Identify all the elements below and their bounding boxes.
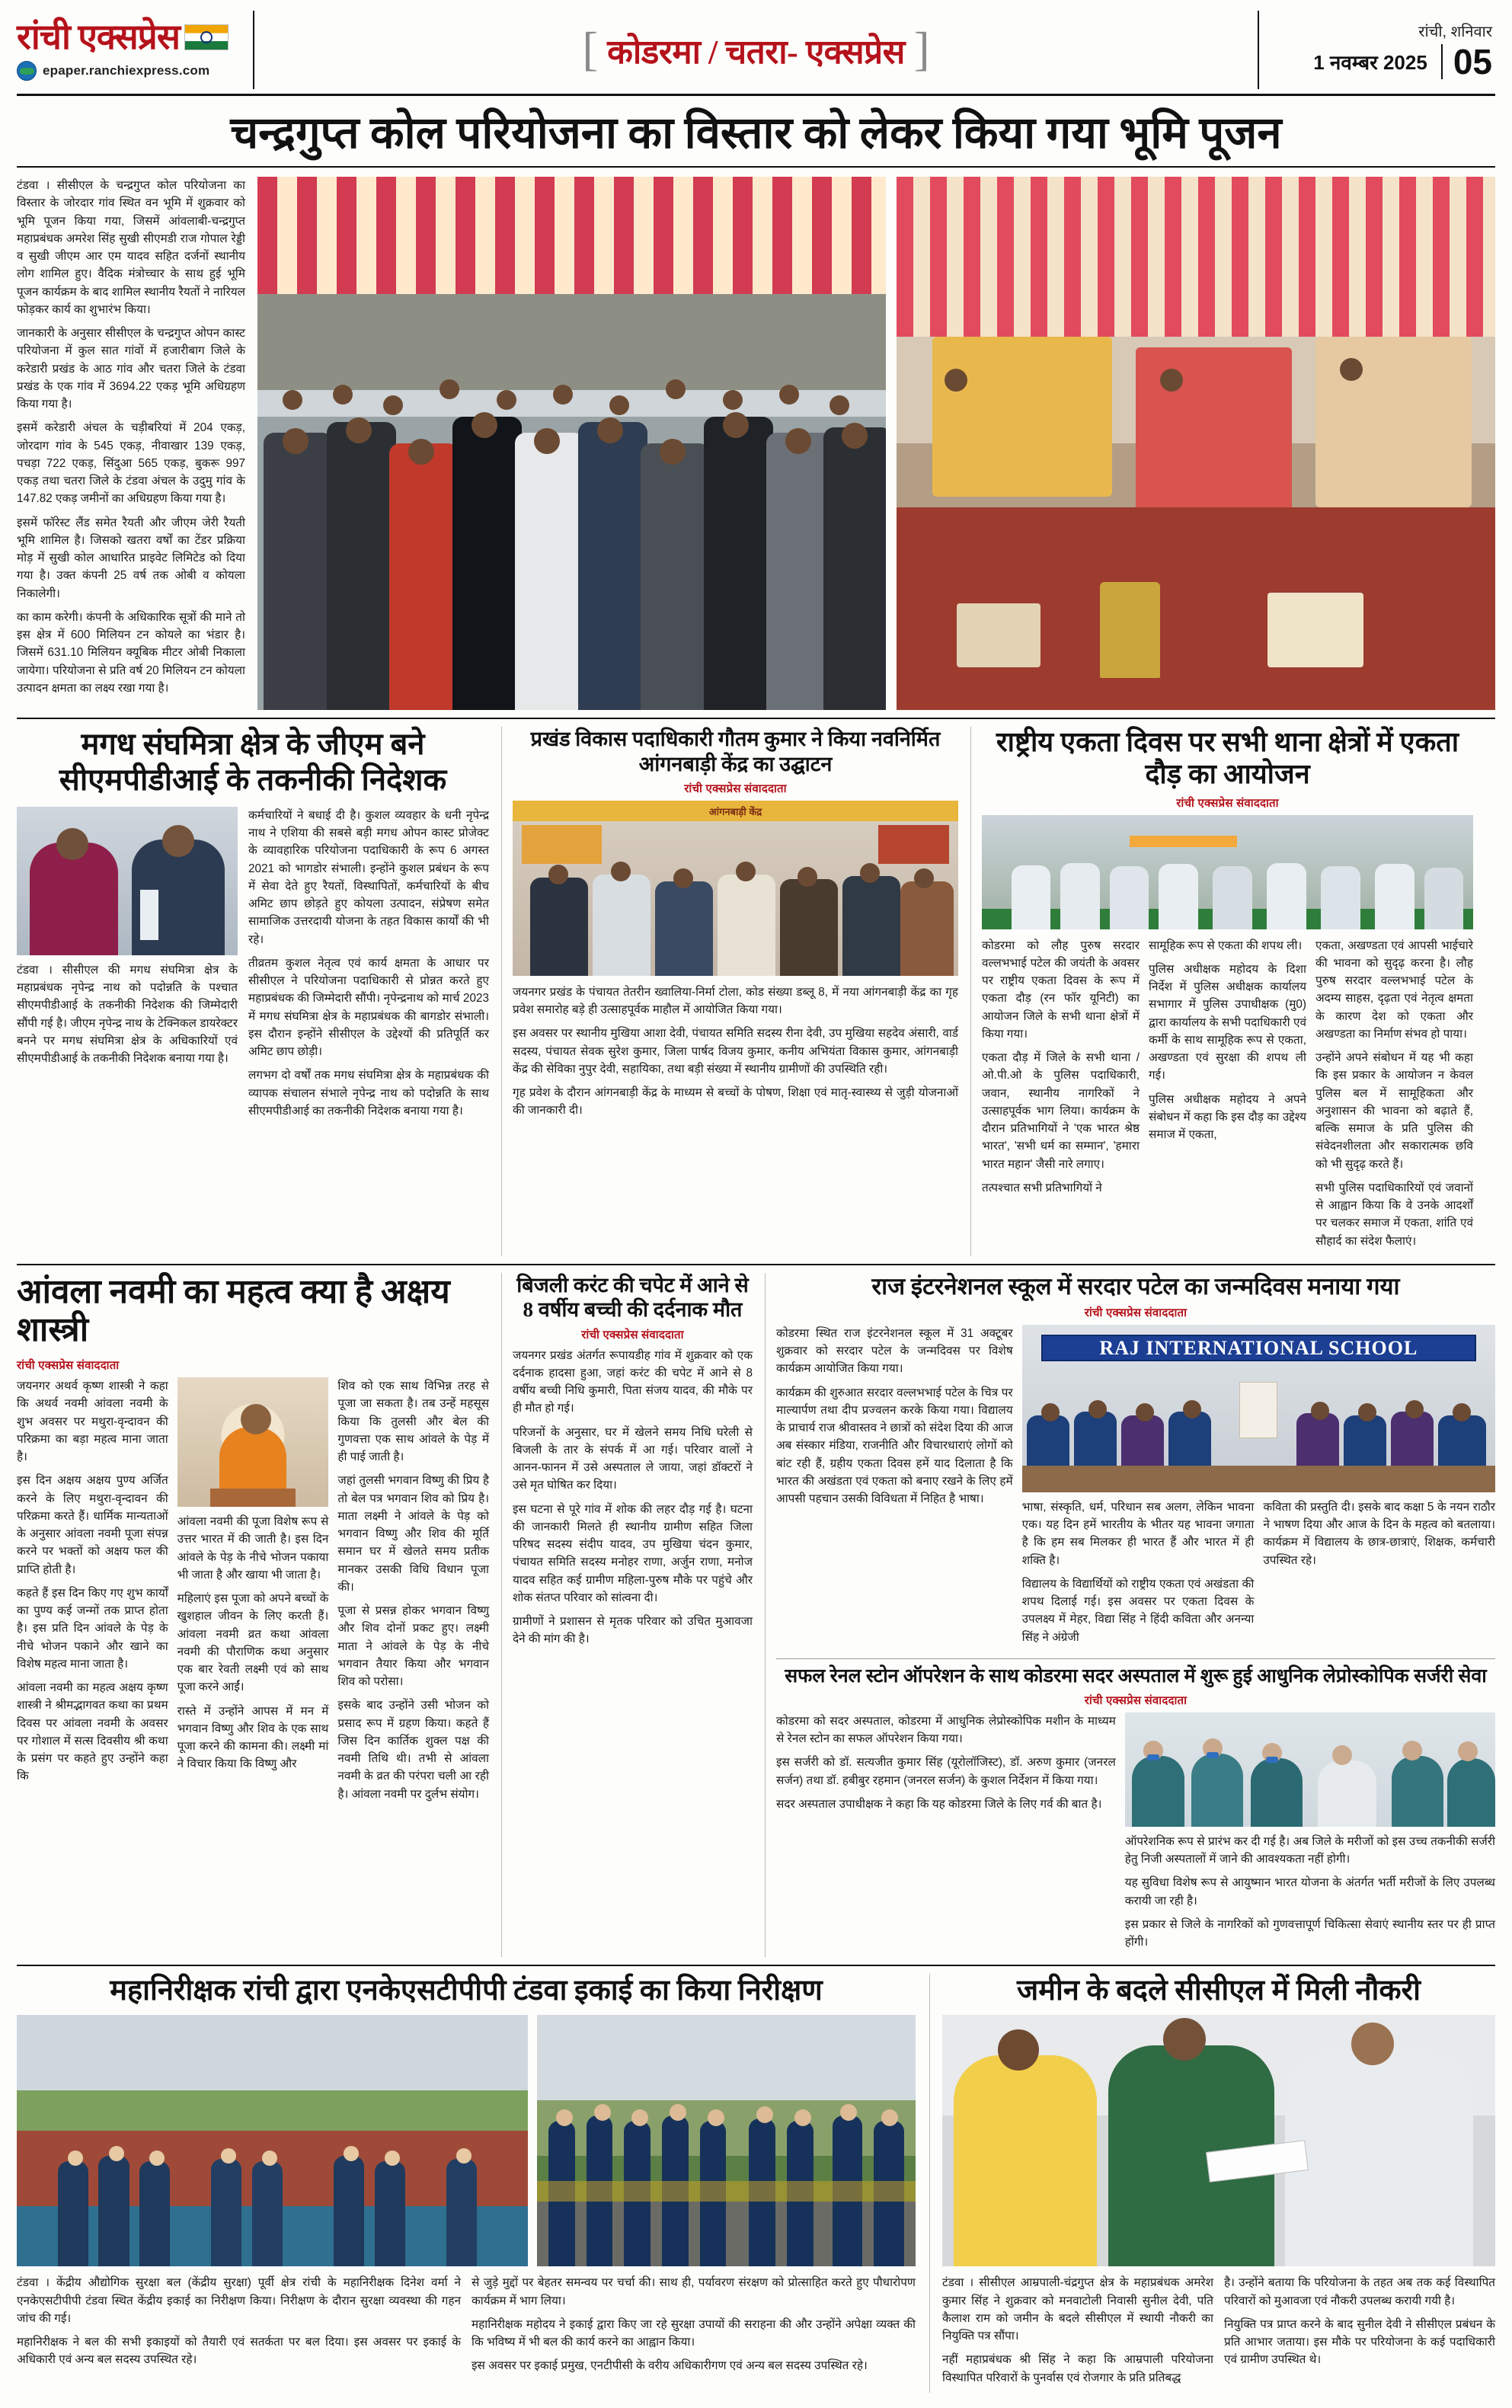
amla-c1-p4: आंवला नवमी का महत्व अक्षय कृष्ण शास्त्री ने श्रीमद्भागवत कथा का प्रथम दिवस पर आंवला नवमी के अवसर पर गोशाल में सत्स दिवसीय श्री कथा के प्रसंग पर कहते हुए उन्होंने कहा कि (17, 1681, 168, 1783)
raj-c2-p2: विद्यालय के विद्यार्थियों को राष्ट्रीय एकता एवं अखंडता की शपथ दिलाई गई। इस अवसर पर एकता दिवस के उपलक्ष्य में मेहर, विद्या सिंह ने हिंदी कविता और अनन्या सिंह ने अंग्रेजी (1021, 1577, 1255, 1644)
story-cisf-inspection (17, 1974, 916, 2393)
amla-byline: रांची एक्सप्रेस संवाददाता (17, 1359, 120, 1373)
ekta-c3-p3: सभी पुलिस पदाधिकारियों एवं जवानों से आह्वान किया कि वे उनके आदर्शों पर चलकर समाज में एकता, शांति एवं सौहार्द का संदेश फैलाएं। (1315, 1181, 1473, 1248)
story-bijli-current (501, 1273, 753, 1957)
epaper-url[interactable]: epaper.ranchiexpress.com (43, 62, 210, 78)
inspection-c2-p3: इस अवसर पर इकाई प्रमुख, एनटीपीसी के वरीय अधिकारीगण एवं अन्य बल सदस्य उपस्थित रहे। (472, 2359, 868, 2373)
story-anganbadi (501, 727, 958, 1256)
ekta-c2-p3: पुलिस अधीक्षक महोदय ने अपने संबोधन में कहा कि इस दौड़ का उद्देश्य समाज में एकता, (1149, 1092, 1306, 1142)
amla-c3-p4: इसके बाद उन्होंने उसी भोजन को प्रसाद रूप में ग्रहण किया। कहते हैं जिस दिन कार्तिक शुक्ल पक्ष की नवमी तिथि थी। तभी से आंवला नवमी के व्रत की परंपरा चली आ रही है। आंवला नवमी पर दुर्लभ संयोग। (337, 1699, 490, 1801)
amla-c2-p3: रास्ते में उन्होंने आपस में मन में भगवान विष्णु और शिव के एक साथ पूजा करने की कामना की। लक्ष्मी मां ने विचार किया कि विष्णु और (177, 1704, 329, 1771)
story-amla-navami (17, 1273, 489, 1957)
bracket-left-icon: [ (582, 24, 599, 75)
photo-operation-theatre (1125, 1712, 1495, 1827)
amla-c1-p3: कहते हैं इस दिन किए गए शुभ कार्यों का पुण्य कई जन्मों तक प्राप्त होता है। इस प्रति दिन आंवले के पेड़ के नीचे भोजन पकाने और खाने का विशेष महत्व माना जाता है। (17, 1586, 168, 1671)
amla-c3-p3: पूजा से प्रसन्न होकर भगवान विष्णु और शिव दोनों प्रकट हुए। लक्ष्मी माता ने आंवले के पेड़ के नीचे भगवान तैयार किया और भगवान शिव को परोसा। (337, 1604, 490, 1689)
job-c1-p2: नहीं महाप्रबंधक श्री सिंह ने कहा कि आम्रपाली परियोजना विस्थापित परिवारों के पुनर्वास एवं रोजगार के प्रति प्रतिबद्ध (942, 2353, 1213, 2384)
bijli-p1: जयनगर प्रखंड अंतर्गत रूपायडीह गांव में शुक्रवार को एक दर्दनाक हादसा हुआ, जहां करंट की चपेट में आने से 8 वर्षीय बच्ची निधि कुमारी, पिता संजय यादव, की मौके पर ही मौत हो गई। (513, 1348, 753, 1415)
photo-cisf-guard-of-honour (537, 2015, 916, 2266)
bijli-p3: इस घटना से पूरे गांव में शोक की लहर दौड़ गई है। घटना की जानकारी मिलते ही स्थानीय ग्रामीण सहित जिला परिषद सदस्य संदीप यादव, उप मुखिया चंदन कुमार, पंचायत समिति सदस्य मनोहर राणा, अर्जुन राणा, मनोज यादव सहित कई ग्रामीण महिला-पुरुष मौके पर पहुंचे और शोक संतप्त परिवार को सांत्वना दी। (513, 1502, 753, 1604)
edition-banner (253, 11, 1259, 89)
ekta-c2-p1: सामूहिक रूप से एकता की शपथ ली। (1149, 939, 1303, 952)
kalash-icon (1100, 582, 1160, 678)
masthead (17, 11, 1495, 96)
lead-para-1: टंडवा । सीसीएल के चन्द्रगुप्त कोल परियोजना का विस्तार के जोरदार गांव स्थित वन भूमि में शुक्रवार को भूमि पूजन किया गया, जिसमें आंवलाबी-चन्द्रगुप्त महाप्रबंधक अमरेश सिंह सुखी सीएमडी राज गोपाल रेड्डी व सुखी जीएम आर एम यादव सहित दर्जनों स्थानीय लोग शामिल हुए। वैदिक मंत्रोच्चार के साथ हुई भूमि पूजन कार्यक्रम के बाद शामिल स्थानीय रैयतों ने नारियल फोड़कर कार्य का शुभारंभ किया। (17, 179, 245, 316)
newspaper-logo[interactable] (17, 11, 245, 89)
amla-c3-p1: शिव को एक साथ विभिन्न तरह से पूजा जा सकता है। तब उन्हें महसूस किया कि तुलसी और बेल की गुणवत्ता एक साथ आंवले के पेड़ में ही पाई जाती है। (337, 1380, 490, 1464)
photo-appointment-letter-handover (942, 2015, 1495, 2266)
story-magadh-gm (17, 727, 489, 1256)
publish-date: 1 नवम्बर 2025 (1313, 51, 1427, 74)
magadh-caption: टंडवा । सीसीएल की मगध संघमित्रा क्षेत्र के महाप्रबंधक नृपेन्द्र नाथ को पदोन्नति के पश्चात सीएमपीडीआई के तकनीकी निदेशक की जिम्मेदारी सौंपी गई है। जीएम नृपेन्द्र नाथ के टेक्निकल डायरेक्टर बनने पर मगध संघमित्रा क्षेत्र के अधिकारियों एवं सीएमपीडीआई के तकनीकी निदेशक बनाया गया है। (17, 963, 238, 1066)
anganbadi-para-3: गृह प्रवेश के दौरान आंगनबाड़ी केंद्र के माध्यम से बच्चों के पोषण, शिक्षा एवं मातृ-स्वास्थ्य से जुड़ी योजनाओं की जानकारी दी। (513, 1086, 958, 1118)
laparo-c1-p2: इस सर्जरी को डॉ. सत्यजीत कुमार सिंह (यूरोलॉजिस्ट), डॉ. अरुण कुमार (जनरल सर्जन) तथा डॉ. हबीबुर रहमान (जनरल सर्जन) के कुशल निर्देशन में किया गया। (776, 1756, 1116, 1787)
lead-article (17, 177, 1495, 710)
second-band (17, 1273, 1495, 1957)
lead-headline: चन्द्रगुप्त कोल परियोजना का विस्तार को लेकर किया गया भूमि पूजन (17, 108, 1495, 168)
page-number: 05 (1441, 44, 1492, 79)
laparo-c2-p2: यह सुविधा विशेष रूप से आयुष्मान भारत योजना के अंतर्गत भर्ती मरीजों के लिए उपलब्ध करायी जा रही है। (1124, 1876, 1495, 1908)
story-ekta-daud (970, 727, 1473, 1256)
amla-c3-p2: जहां तुलसी भगवान विष्णु की प्रिय है तो बेल पत्र भगवान शिव को प्रिय है। माता लक्ष्मी ने आंवले के पेड़ को भगवान विष्णु और शिव की मूर्ति समान घर में खेलते समय प्रतीक मानकर उसकी विधि विधान पूजा की। (337, 1474, 490, 1594)
bijli-byline: रांची एक्सप्रेस संवाददाता (581, 1328, 684, 1342)
ekta-c1-p3: तत्पश्चात सभी प्रतिभागियों ने (982, 1181, 1102, 1194)
raj-c2-p1: भाषा, संस्कृति, धर्म, परिधान सब अलग, लेकिन भावना एक। यह दिन हमें भारतीय के भीतर यह भावना जगाता है कि हम सब मिलकर ही भारत हैं और भारत में ही शक्ति है। (1021, 1500, 1255, 1567)
lead-para-3: इसमें करेडारी अंचल के चड़ीबरियां में 204 एकड़, जोरदाग गांव के 545 एकड़, नीवाखार 139 एकड़, पचड़ा 722 एकड़, सिंदुआ 565 एकड़, बुकरू 997 एकड़ तथा चतरा जिले के टंडवा अंचल के उदुमु गांव के 147.82 एकड़ जमीनों का अधिग्रहण किया गया है। (17, 421, 245, 506)
portrait-frame (1239, 1382, 1277, 1439)
amla-c1-p1: जयनगर अथर्व कृष्ण शास्त्री ने कहा कि अथर्व नवमी आंवला नवमी के शुभ अवसर पर मथुरा-वृन्दावन की परिक्रमा का बड़ा महत्व माना जाता है। (17, 1380, 168, 1464)
story-raj-and-laparo (765, 1273, 1495, 1957)
inspection-c2-p1: से जुड़े मुद्दों पर बेहतर समन्वय पर चर्चा की। साथ ही, पर्यावरण संरक्षण को प्रोत्साहित करते हुए पौधारोपण कार्यक्रम में भाग लिया। (472, 2276, 916, 2307)
raj-c1-p2: कार्यक्रम की शुरुआत सरदार वल्लभभाई पटेल के चित्र पर माल्यार्पण तथा दीप प्रज्वलन करके किया गया। विद्यालय के प्राचार्य राज श्रीवास्तव ने छात्रों को संदेश दिया की आज अब संस्कार मंडिया, राजनीति और विचारधाराएं लोगों को बांट रही हैं, ग्रहीय एकता दिवस हमें याद दिलाता है कि भारत की अखंडता एवं एकता को बनाए रखने के लिए हमें आपसी पहचान उसकी विविधता में निहित है भाषा। (776, 1386, 1013, 1506)
school-banner: RAJ INTERNATIONAL SCHOOL (1041, 1335, 1477, 1361)
anganbadi-byline: रांची एक्सप्रेस संवाददाता (684, 782, 787, 795)
bijli-headline: बिजली करंट की चपेट में आने से 8 वर्षीय बच्ची की दर्दनाक मौत (516, 1273, 749, 1322)
ekta-headline: राष्ट्रीय एकता दिवस पर सभी थाना क्षेत्रों में एकता दौड़ का आयोजन (996, 727, 1459, 789)
photo-anganbadi-inauguration (513, 801, 958, 976)
lead-photo-group (257, 177, 1495, 710)
anganbadi-para-1: जयनगर प्रखंड के पंचायत तेतरीन ख्वालिया-निर्मा टोला, कोड संख्या डब्लू 8, में नया आंगनबाड़ी केंद्र का गृह प्रवेश समारोह बड़े ही उत्साहपूर्वक माहौल में आयोजित किया गया। (513, 985, 958, 1017)
lead-text-column (17, 177, 245, 710)
tent-stripes (897, 177, 1495, 337)
inspection-c1-p2: महानिरीक्षक ने बल की सभी इकाइयों को तैयारी एवं सतर्कता पर बल दिया। इस अवसर पर इकाई के अधिकारी एवं अन्य बल सदस्य उपस्थित रहे। (17, 2336, 461, 2367)
laparo-c1-p3: सदर अस्पताल उपाधीक्षक ने कहा कि यह कोडरमा जिले के लिए गर्व की बात है। (776, 1797, 1102, 1811)
anganbadi-signboard: आंगनबाड़ी केंद्र (513, 801, 958, 822)
raj-c1-p1: कोडरमा स्थित राज इंटरनेशनल स्कूल में 31 अक्टूबर शुक्रवार को सरदार पटेल के जन्मदिवस पर विशेष कार्यक्रम आयोजित किया गया। (776, 1326, 1013, 1376)
lead-para-4: इसमें फॉरेस्ट लैंड समेत रैयती और जीएम जेरी रैयती भूमि शामिल है। जिसको खतरा वर्षों का टेंडर प्रक्रिया मोड़ में सुखी कोल आधारित प्राइवेट लिमिटेड को दिया गया है। उक्त कंपनी 25 वर्ष तक ओबी व कोयला निकालेगी। (17, 516, 245, 600)
ekta-c3-p1: एकता, अखण्डता एवं आपसी भाईचारे की भावना को सुदृढ़ करना है। लौह पुरुष सरदार वल्लभभाई पटेल के अदम्य साहस, दृढ़ता एवं नेतृत्व क्षमता के कारण देश को एकता और अखण्डता का निर्माण संभव हो पाया। (1315, 939, 1473, 1041)
globe-icon (17, 61, 37, 81)
photo-cisf-parade (17, 2015, 528, 2266)
amla-c2-p2: महिलाएं इस पूजा को अपने बच्चों के खुशहाल जीवन के लिए करती हैं। आंवला नवमी व्रत कथा आंवला नवमी की पौराणिक कथा अनुसार एक बार रेवती लक्ष्मी एवं को साथ पूजा करने आईं। (177, 1592, 329, 1694)
laparo-c2-p3: इस प्रकार से जिले के नागरिकों को गुणवत्तापूर्ण चिकित्सा सेवाएं स्थानीय स्तर पर ही प्राप्त होंगी। (1124, 1917, 1495, 1949)
flag-icon (184, 24, 229, 50)
job-c1-p1: टंडवा । सीसीएल आम्रपाली-चंद्रगुप्त क्षेत्र के महाप्रबंधक अमरेश कुमार सिंह ने शुक्रवार को मनवाटोली निवासी सुनील देवी, पति कैलाश राम को जमीन के बदले सीसीएल में स्थायी नौकरी का नियुक्ति पत्र सौंपा। (942, 2276, 1213, 2343)
inspection-headline: महानिरीक्षक रांची द्वारा एनकेएसटीपीपी टंडवा इकाई का किया निरीक्षण (110, 1975, 823, 2007)
amla-c2-p1: आंवला नवमी की पूजा विशेष रूप से उत्तर भारत में की जाती है। इस दिन आंवले के पेड़ के नीचे भोजन पकाया भी जाता है और खाया भी जाता है। (177, 1515, 329, 1581)
story-job-for-land (929, 1974, 1495, 2393)
anganbadi-headline: प्रखंड विकास पदाधिकारी गौतम कुमार ने किया नवनिर्मित आंगनबाड़ी केंद्र का उद्घाटन (530, 728, 941, 775)
laparo-headline: सफल रेनल स्टोन ऑपरेशन के साथ कोडरमा सदर अस्पताल में शुरू हुई आधुनिक लेप्रोस्कोपिक सर्जरी सेवा (785, 1665, 1487, 1687)
job-headline: जमीन के बदले सीसीएल में मिली नौकरी (1017, 1975, 1421, 2007)
laparo-byline: रांची एक्सप्रेस संवाददाता (1084, 1693, 1188, 1707)
ekta-byline: रांची एक्सप्रेस संवाददाता (1176, 796, 1279, 810)
photo-katha-vachak (177, 1377, 329, 1507)
middle-three-stories (17, 727, 1495, 1256)
photo-raj-school-event (1022, 1325, 1495, 1492)
photo-pooja-ceremony (897, 177, 1495, 710)
lead-para-2: जानकारी के अनुसार सीसीएल के चन्द्रगुप्त ओपन कास्ट परियोजना में कुल सात गांवों में हजारीबाग जिले के करेडारी प्रखंड के आठ गांव और चतरा जिले के टंडवा प्रखंड के एक गांव में 3694.22 एकड़ भूमि अधिग्रहण किया गया है। (17, 327, 245, 411)
logo-title: रांची एक्सप्रेस (17, 17, 180, 56)
lead-para-5: का काम करेगी। कंपनी के अधिकारिक सूत्रों की माने तो इस क्षेत्र में 600 मिलियन टन कोयले का भंडार है। जिसमें 631.10 मिलियन क्यूबिक मीटर ओबी निकाला जायेगा। परियोजना से प्रति वर्ष 20 मिलियन टन कोयला उत्पादन क्षमता का लक्ष्य रखा गया है। (17, 610, 245, 695)
bracket-right-icon: ] (913, 24, 930, 75)
inspection-c1-p1: टंडवा । केंद्रीय औद्योगिक सुरक्षा बल (केंद्रीय सुरक्षा) पूर्वी क्षेत्र रांची के महानिरीक्षक दिनेश वर्मा ने एनकेएसटीपीपी टंडवा स्थित केंद्रीय इकाई का निरीक्षण किया। निरीक्षण के दौरान सुरक्षा व्यवस्था की गहन जांच की गई। (17, 2276, 461, 2325)
anganbadi-para-2: इस अवसर पर स्थानीय मुखिया आशा देवी, पंचायत समिति सदस्य रीना देवी, उप मुखिया सहदेव अंसारी, वार्ड सदस्य, पंचायत सेवक सुरेश कुमार, जिला पार्षद विजय कुमार, कनीय अभियंता विकास कुमार, आंगनबाड़ी केंद्र की सेविका नुपुर देवी, सहायिका, तथा बड़ी संख्या में स्थानीय ग्रामीणों की उपस्थिति रही। (513, 1027, 958, 1076)
magadh-para-2: तीव्रतम कुशल नेतृत्व एवं कार्य क्षमता के आधार पर सीसीएल ने परियोजना पदाधिकारी से प्रोन्नत करते हुए महाप्रबंधक की जिम्मेदारी सौंपी। नृपेन्द्रनाथ को मार्च 2023 में मगध संघमित्रा क्षेत्र के महाप्रबंधक की बागडोर संभाली। इस दौरान इन्होंने सीसीएल के उद्देश्यों की प्रतिपूर्ति कर अमिट छाप छोड़ी। (248, 956, 489, 1059)
magadh-headline: मगध संघमित्रा क्षेत्र के जीएम बने सीएमपीडीआई के तकनीकी निदेशक (59, 727, 447, 797)
ekta-c1-p1: कोडरमा को लौह पुरुष सरदार वल्लभभाई पटेल की जयंती के अवसर पर राष्ट्रीय एकता दिवस के रूप में एकता दौड़ (रन फॉर यूनिटी) का आयोजन जिले के सभी थाना क्षेत्रों में किया गया। (982, 939, 1140, 1041)
photo-unity-run (982, 815, 1473, 929)
ekta-c2-p2: पुलिस अधीक्षक महोदय के दिशा निर्देश में पुलिस अधीक्षक कार्यालय सभागार में पुलिस उपाधीक्षक (मु0) द्वारा कार्यालय के सभी पदाधिकारी एवं कर्मी के साथ सामूहिक रूप से एकता, अखण्डता एवं सुरक्षा की शपथ ली गई। (1149, 962, 1306, 1082)
ekta-c1-p2: एकता दौड़ में जिले के सभी थाना / ओ.पी.ओ के पुलिस पदाधिकारी, जवान, स्थानीय नागरिकों ने उत्साहपूर्वक भाग लिया। कार्यक्रम के दौरान प्रतिभागियों ने 'एक भारत श्रेष्ठ भारत', 'सभी धर्म का सम्मान', 'हमारा भारत महान' जैसी नारे लगाए। (982, 1051, 1140, 1171)
inspection-c2-p2: महानिरीक्षक महोदय ने इकाई द्वारा किए जा रहे सुरक्षा उपायों की सराहना की और उन्होंने अपेक्षा व्यक्त की कि भविष्य में भी बल की कार्य करने का आह्वान किया। (472, 2317, 916, 2349)
bottom-band (17, 1974, 1495, 2393)
raj-byline: रांची एक्सप्रेस संवाददाता (1084, 1306, 1188, 1319)
place-and-day: रांची, शनिवार (1418, 24, 1492, 40)
photo-crowd-bhoomi-pujan (257, 177, 886, 710)
bijli-p2: परिजनों के अनुसार, घर में खेलने समय निधि घरेली से बिजली के तार के संपर्क में आ गई। परिवार वालों ने आनन-फानन में उसे अस्पताल ले जाया, जहां डॉक्टरों ने उसे मृत घोषित कर दिया। (513, 1425, 753, 1492)
job-c2-p1: है। उन्होंने बताया कि परियोजना के तहत अब तक कई विस्थापित परिवारों को मुआवजा एवं नौकरी उपलब्ध करायी गयी है। (1224, 2276, 1495, 2307)
bijli-p4: ग्रामीणों ने प्रशासन से मृतक परिवार को उचित मुआवजा देने की मांग की है। (513, 1615, 753, 1646)
amla-c1-p2: इस दिन अक्षय अक्षय पुण्य अर्जित करने के लिए मथुरा-वृन्दावन की परिक्रमा करते हैं। धार्मिक मान्यताओं के अनुसार आंवला नवमी पूजा संपन्न करने पर भक्तों को अक्षय फल की प्राप्ति होती है। (17, 1474, 168, 1576)
amla-headline: आंवला नवमी का महत्व क्या है अक्षय शास्त्री (17, 1272, 450, 1349)
raj-headline: राज इंटरनेशनल स्कूल में सरदार पटेल का जन्मदिवस मनाया गया (871, 1272, 1400, 1300)
edition-title: कोडरमा / चतरा- एक्सप्रेस (607, 33, 905, 71)
raj-c3-p1: कविता की प्रस्तुति दी। इसके बाद कक्षा 5 के नयन राठौर ने भाषण दिया और आज के दिन के महत्व को बतलाया। कार्यक्रम में विद्यालय के छात्र-छात्राएं, शिक्षक, कर्मचारी उपस्थित रहे। (1263, 1500, 1496, 1567)
magadh-para-1: कर्मचारियों ने बधाई दी है। कुशल व्यवहार के धनी नृपेन्द्र नाथ ने एशिया की सबसे बड़ी मगध ओपन कास्ट प्रोजेक्ट के व्यावहारिक परियोजना पदाधिकारी के रूप 6 अगस्त 2021 को भागडोर संभाली। इन्होंने कुशल प्रबंधन के रूप में सेवा देते हुए रैयतों, विस्थापितों, कर्मचारियों के बीच अमिट छाप छोड़ते हुए कोयला उत्पादन, संप्रेषण समेत सामाजिक उत्तरदायी योजना के तहत विकास कार्यों की भी रहे। (248, 808, 489, 946)
laparo-c2-p1: ऑपरेशनिक रूप से प्रारंभ कर दी गई है। अब जिले के मरीजों को इस उच्च तकनीकी सर्जरी हेतु निजी अस्पतालों में जाने की आवश्यकता नहीं होगी। (1124, 1834, 1495, 1866)
magadh-para-3: लगभग दो वर्षों तक मगध संघमित्रा क्षेत्र के महाप्रबंधक की व्यापक संचालन संभाले नृपेन्द्र नाथ को पदोन्नति के साथ सीएमपीडीआई का तकनीकी निदेशक बनाया गया है। (248, 1069, 489, 1118)
laparo-c1-p1: कोडरमा को सदर अस्पताल, कोडरमा में आधुनिक लेप्रोस्कोपिक मशीन के माध्यम से रेनल स्टोन का सफल ऑपरेशन किया गया। (776, 1714, 1116, 1746)
photo-two-officials (17, 807, 238, 955)
ekta-c3-p2: उन्होंने अपने संबोधन में यह भी कहा कि इस प्रकार के आयोजन न केवल पुलिस बल में सामूहिकता और अनुशासन की भावना को बढ़ाते हैं, बल्कि समाज के प्रति पुलिस की संवेदनशीलता और सकारात्मक छवि को भी सुदृढ़ करते हैं। (1315, 1051, 1473, 1171)
job-c2-p2: नियुक्ति पत्र प्राप्त करने के बाद सुनील देवी ने सीसीएल प्रबंधन के प्रति आभार जताया। इस मौके पर परियोजना के कई पदाधिकारी एवं ग्रामीण उपस्थित थे। (1224, 2317, 1495, 2367)
date-block (1267, 11, 1495, 89)
